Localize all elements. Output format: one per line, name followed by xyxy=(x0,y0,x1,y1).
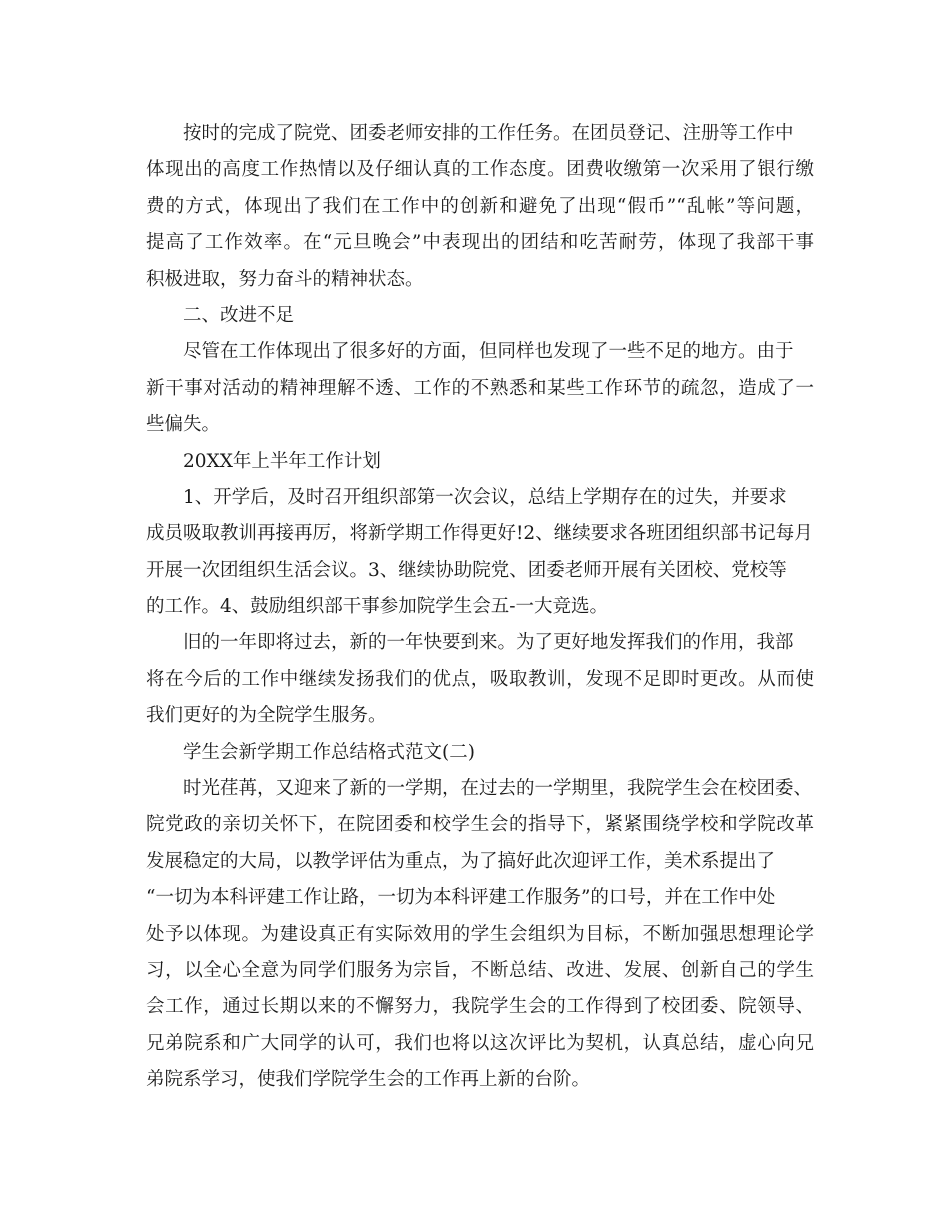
text-line: 将在今后的工作中继续发扬我们的优点，吸取教训，发现不足即时更改。从而使 xyxy=(146,668,814,690)
text-line: 提高了工作效率。在“元旦晚会”中表现出的团结和吃苦耐劳，体现了我部干事 xyxy=(146,232,814,254)
text-line: 发展稳定的大局，以教学评估为重点，为了搞好此次迎评工作，美术系提出了 xyxy=(146,850,776,872)
text-line: 费的方式，体现出了我们在工作中的创新和避免了出现“假币”“乱帐”等问题， xyxy=(146,195,814,217)
text-line: 尽管在工作体现出了很多好的方面，但同样也发现了一些不足的地方。由于 xyxy=(183,341,794,363)
text-line: 习，以全心全意为同学们服务为宗旨，不断总结、改进、发展、创新自己的学生 xyxy=(146,959,814,981)
text-line: 按时的完成了院党、团委老师安排的工作任务。在团员登记、注册等工作中 xyxy=(183,123,794,144)
text-line: 二、改进不足 xyxy=(183,304,295,326)
text-line: 处予以体现。为建设真正有实际效用的学生会组织为目标，不断加强思想理论学 xyxy=(146,923,814,945)
text-line: 旧的一年即将过去，新的一年快要到来。为了更好地发挥我们的作用，我部 xyxy=(183,632,794,654)
text-line: 开展一次团组织生活会议。3、继续协助院党、团委老师开展有关团校、党校等 xyxy=(146,559,787,581)
text-line: 20XX年上半年工作计划 xyxy=(183,450,381,472)
text-line: 时光荏苒，又迎来了新的一学期，在过去的一学期里，我院学生会在校团委、 xyxy=(183,778,813,800)
text-line: 弟院系学习，使我们学院学生会的工作再上新的台阶。 xyxy=(146,1069,591,1091)
text-line: 的工作。4、鼓励组织部干事参加院学生会五-一大竞选。 xyxy=(146,596,609,618)
text-line: 兄弟院系和广大同学的认可，我们也将以这次评比为契机，认真总结，虚心向兄 xyxy=(146,1032,814,1054)
text-line: 学生会新学期工作总结格式范文(二) xyxy=(183,741,475,763)
text-line: “一切为本科评建工作让路，一切为本科评建工作服务”的口号，并在工作中处 xyxy=(146,887,776,909)
text-line: 1、开学后，及时召开组织部第一次会议，总结上学期存在的过失，并要求 xyxy=(183,486,787,508)
text-line: 新干事对活动的精神理解不透、工作的不熟悉和某些工作环节的疏忽，造成了一 xyxy=(146,377,814,399)
text-line: 会工作，通过长期以来的不懈努力，我院学生会的工作得到了校团委、院领导、 xyxy=(146,996,814,1018)
text-line: 院党政的亲切关怀下，在院团委和校学生会的指导下，紧紧围绕学校和学院改革 xyxy=(146,814,814,836)
text-line: 我们更好的为全院学生服务。 xyxy=(146,705,387,727)
text-line: 体现出的高度工作热情以及仔细认真的工作态度。团费收缴第一次采用了银行缴 xyxy=(146,159,814,181)
text-line: 成员吸取教训再接再厉，将新学期工作得更好!2、继续要求各班团组织部书记每月 xyxy=(146,523,813,545)
text-line: 些偏失。 xyxy=(146,414,221,436)
document-body xyxy=(146,116,814,1099)
text-line: 积极进取，努力奋斗的精神状态。 xyxy=(146,268,424,290)
